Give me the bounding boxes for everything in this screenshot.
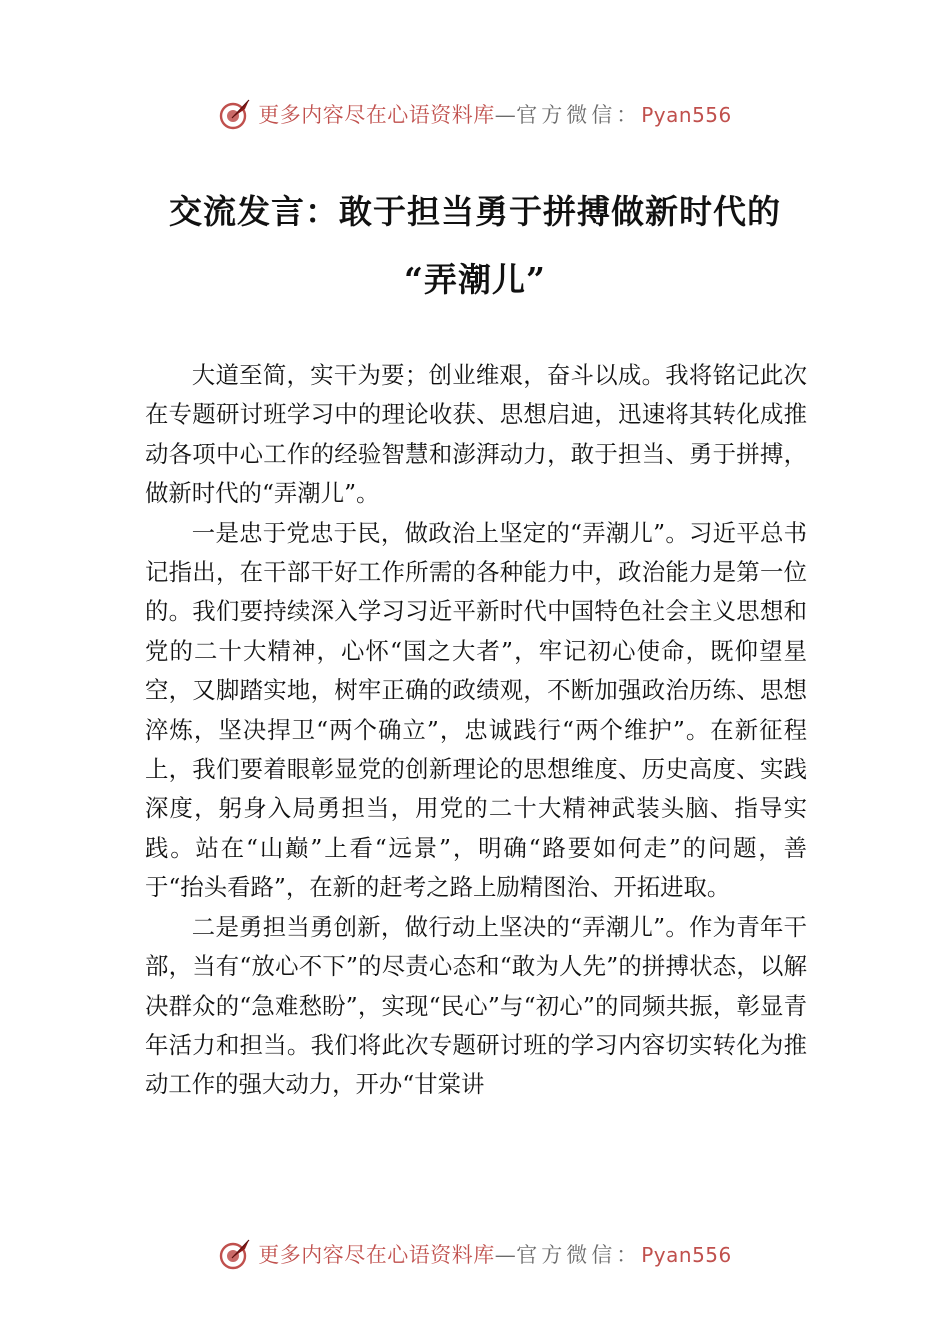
paragraph-intro: 大道至简，实干为要；创业维艰，奋斗以成。我将铭记此次在专题研讨班学习中的理论收获、思想启迪，迅速将其转化成推动各项中心工作的经验智慧和澎湃动力，敢于担当、勇于拼搏，做新时代的“弄潮儿”。 bbox=[145, 361, 807, 508]
banner-slogan bbox=[258, 99, 732, 129]
footer-banner bbox=[0, 1234, 950, 1274]
banner-wechat-label: 官方微信： bbox=[516, 103, 642, 127]
banner-separator: — bbox=[494, 103, 517, 127]
document-body bbox=[145, 356, 807, 1105]
banner-wechat-label: 官方微信： bbox=[516, 1243, 642, 1267]
banner-separator: — bbox=[494, 1243, 517, 1267]
paragraph-point-one: 一是忠于党忠于民，做政治上坚定的“弄潮儿”。习近平总书记指出，在干部干好工作所需的各种能力中，政治能力是第一位的。我们要持续深入学习习近平新时代中国特色社会主义思想和党的二十大精神，心怀“国之大者”，牢记初心使命，既仰望星空，又脚踏实地，树牢正确的政绩观，不断加强政治历练、思想淬炼，坚决捍卫“两个确立”，忠诚践行“两个维护”。在新征程上，我们要着眼彰显党的创新理论的思想维度、历史高度、实践深度，躬身入局勇担当，用党的二十大精神武装头脑、指导实践。站在“山巅”上看“远景”，明确“路要如何走”的问题，善于“抬头看路”，在新的赶考之路上励精图治、开拓进取。 bbox=[145, 518, 807, 902]
banner-site-name: 更多内容尽在心语资料库 bbox=[258, 103, 495, 127]
quill-pen-logo-icon bbox=[218, 97, 252, 131]
banner-site-name: 更多内容尽在心语资料库 bbox=[258, 1243, 495, 1267]
document-title-line-1: 交流发言：敢于担当勇于拼搏做新时代的 bbox=[169, 192, 781, 231]
paragraph-point-two: 二是勇担当勇创新，做行动上坚决的“弄潮儿”。作为青年干部，当有“放心不下”的尽责心态和“敢为人先”的拼搏状态，以解决群众的“急难愁盼”，实现“民心”与“初心”的同频共振，彰显青年活力和担当。我们将此次专题研讨班的学习内容切实转化为推动工作的强大动力，开办“甘棠讲 bbox=[145, 912, 807, 1099]
banner-wechat-id: Pyan556 bbox=[641, 1243, 732, 1267]
quill-pen-logo-icon bbox=[218, 1237, 252, 1271]
banner-wechat-id: Pyan556 bbox=[641, 103, 732, 127]
document-title-line-2: “弄潮儿” bbox=[404, 260, 546, 299]
header-banner bbox=[0, 94, 950, 134]
banner-slogan bbox=[258, 1239, 732, 1269]
